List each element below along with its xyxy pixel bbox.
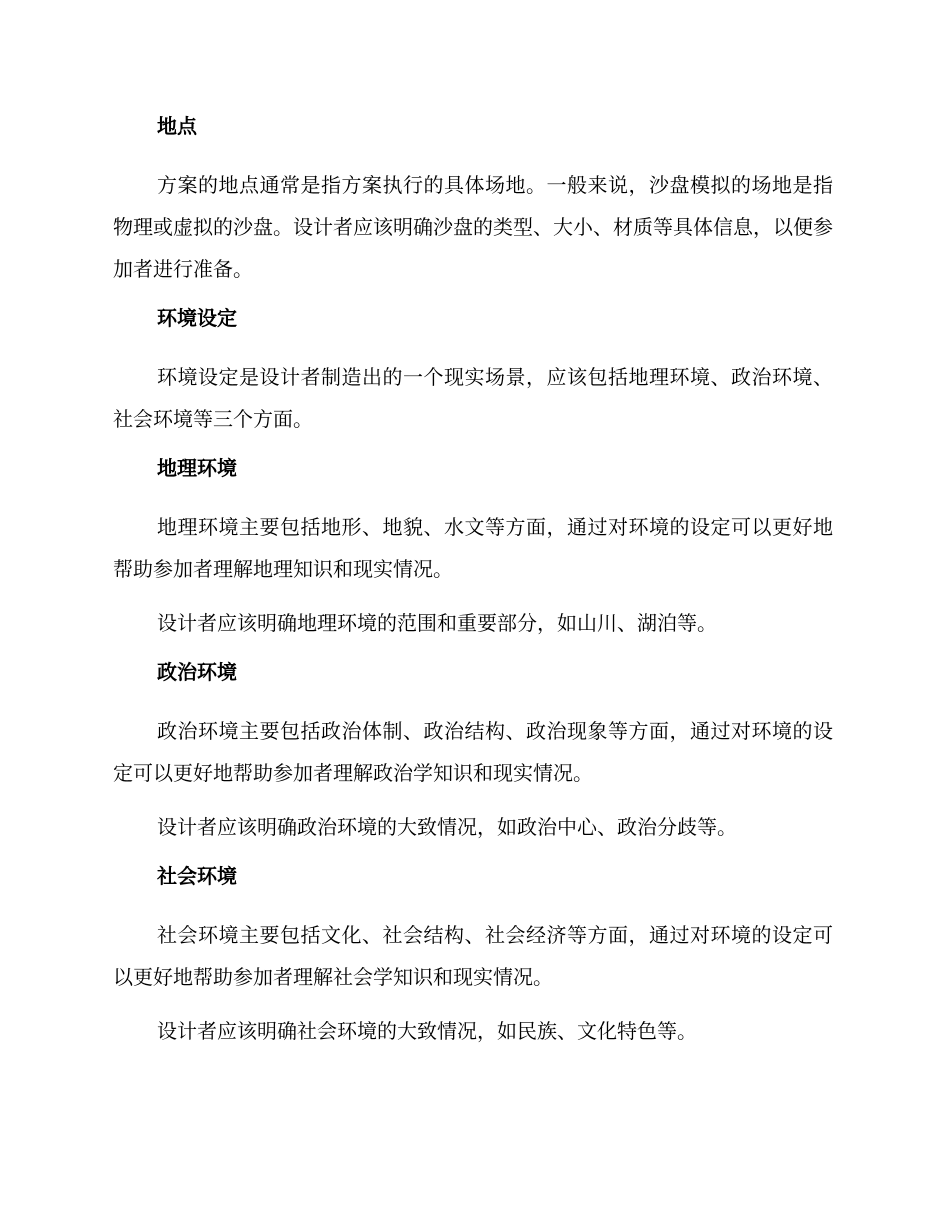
section-heading-environment-setting: 环境设定 — [157, 306, 237, 330]
section-heading-social-environment: 社会环境 — [157, 864, 237, 888]
document-body — [113, 110, 833, 1064]
paragraph-social-environment-2: 设计者应该明确社会环境的大致情况，如民族、文化特色等。 — [157, 1019, 697, 1043]
paragraph-environment-setting: 环境设定是设计者制造出的一个现实场景，应该包括地理环境、政治环境、社会环境等三个方面。 — [113, 365, 833, 431]
paragraph-political-environment-2: 设计者应该明确政治环境的大致情况，如政治中心、政治分歧等。 — [157, 815, 737, 839]
section-heading-geographic-environment: 地理环境 — [157, 456, 237, 480]
section-heading-location: 地点 — [157, 114, 197, 138]
paragraph-location: 方案的地点通常是指方案执行的具体场地。一般来说，沙盘模拟的场地是指物理或虚拟的沙盘。设计者应该明确沙盘的类型、大小、材质等具体信息，以便参加者进行准备。 — [113, 173, 833, 281]
paragraph-social-environment-1: 社会环境主要包括文化、社会结构、社会经济等方面，通过对环境的设定可以更好地帮助参加者理解社会学知识和现实情况。 — [113, 923, 833, 989]
section-heading-political-environment: 政治环境 — [157, 660, 237, 684]
paragraph-geographic-environment-1: 地理环境主要包括地形、地貌、水文等方面，通过对环境的设定可以更好地帮助参加者理解地理知识和现实情况。 — [113, 515, 833, 581]
paragraph-geographic-environment-2: 设计者应该明确地理环境的范围和重要部分，如山川、湖泊等。 — [157, 611, 717, 635]
paragraph-political-environment-1: 政治环境主要包括政治体制、政治结构、政治现象等方面，通过对环境的设定可以更好地帮助参加者理解政治学知识和现实情况。 — [113, 719, 833, 785]
